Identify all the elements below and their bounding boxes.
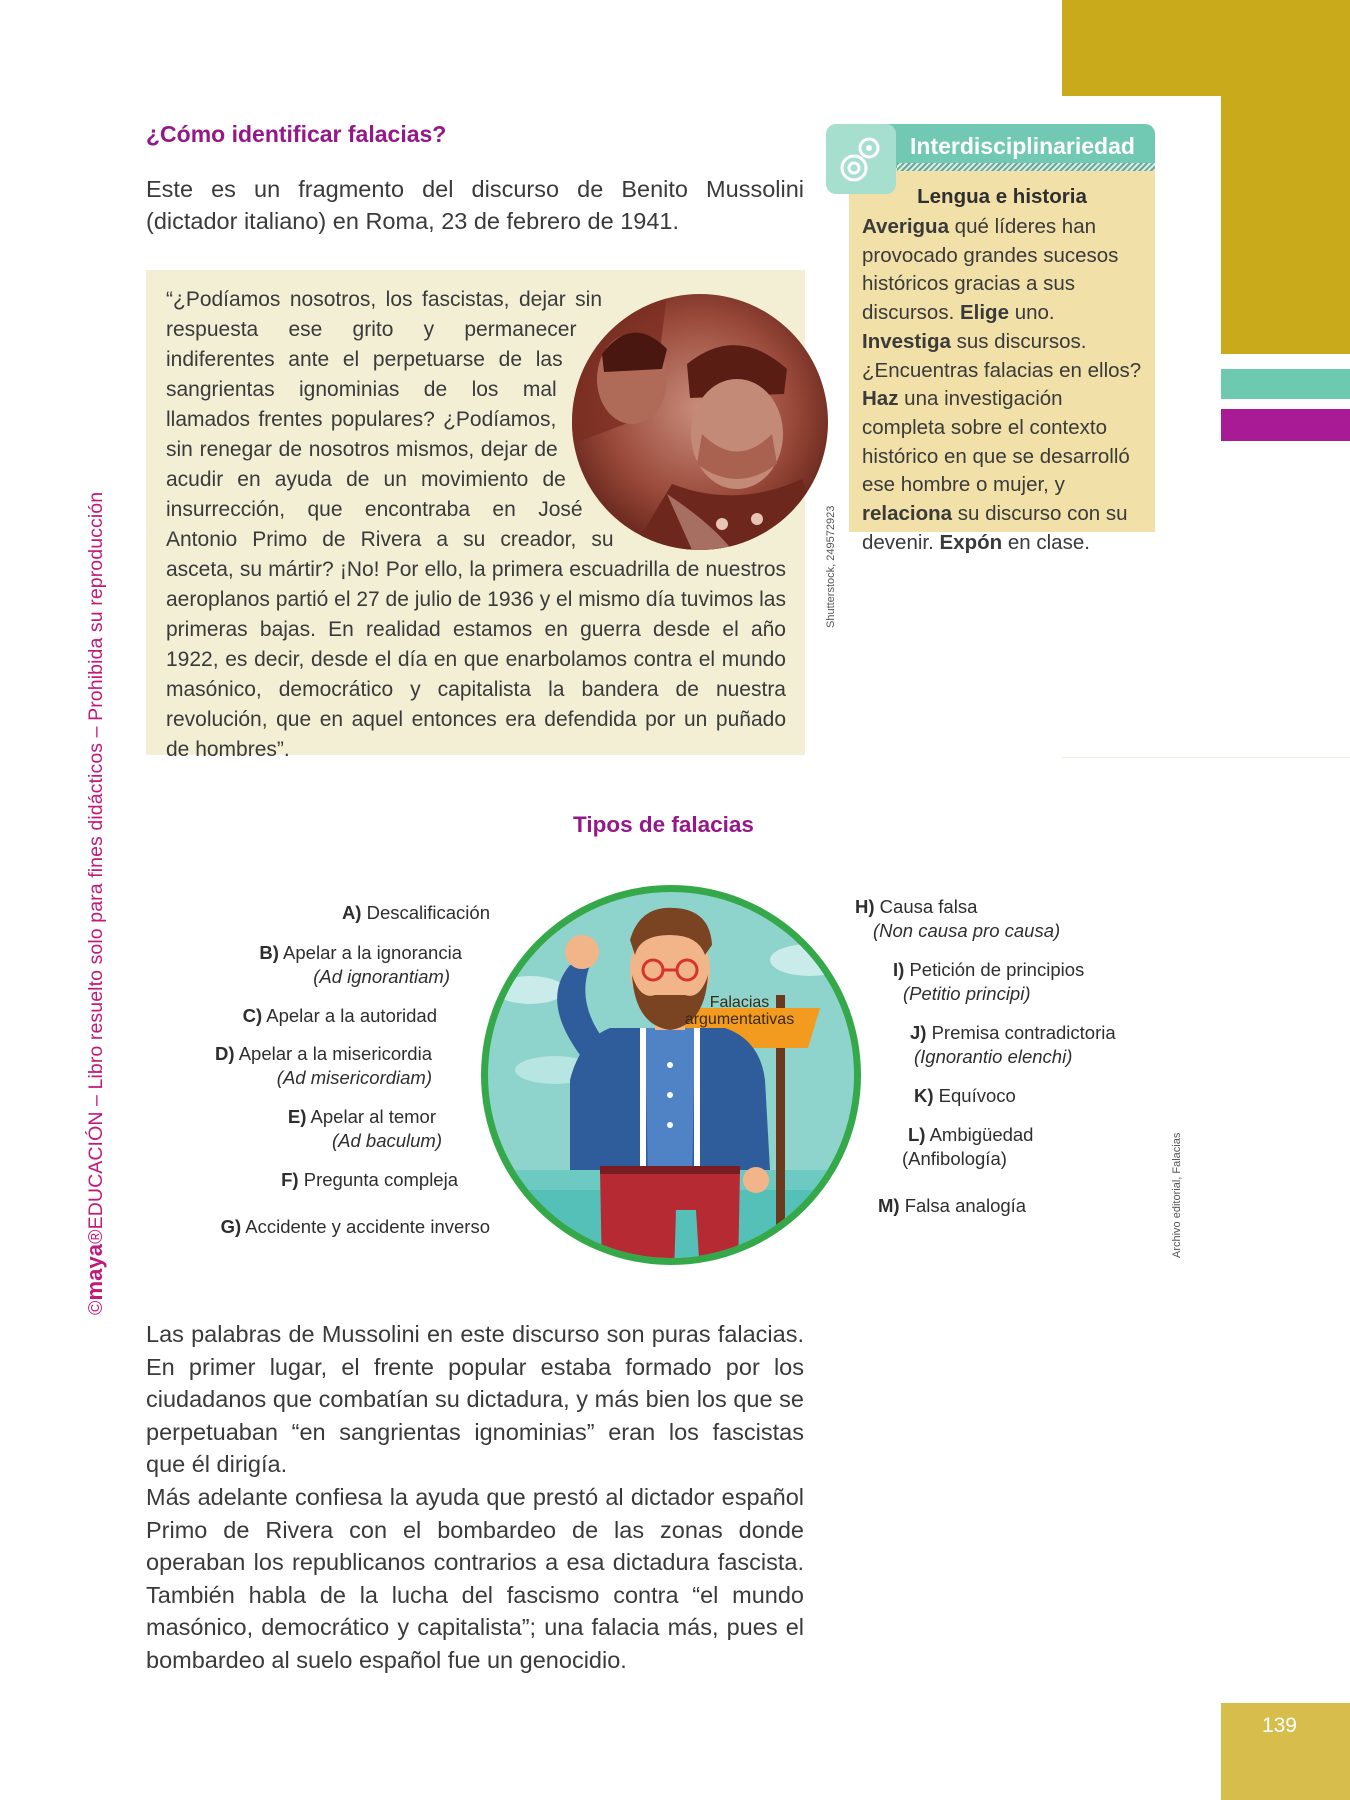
mussolini-photo <box>572 294 828 550</box>
fallacy-name: Petición de principios <box>909 959 1085 980</box>
copyright-text: EDUCACIÓN – Libro resuelto solo para fines didácticos – Prohibida su reproducción <box>85 491 107 1230</box>
fallacy-key: E) <box>287 1106 307 1127</box>
fallacy-i <box>893 958 1084 1006</box>
fallacy-k <box>914 1084 1016 1108</box>
interdisciplinary-subtitle: Lengua e historia <box>917 185 1087 208</box>
brand-name: maya <box>82 1243 107 1301</box>
fallacy-name: Causa falsa <box>879 896 978 917</box>
text-run: Haz <box>862 387 899 411</box>
copyright-symbol: © <box>85 1300 107 1315</box>
page-number: 139 <box>1261 1714 1297 1737</box>
text-run: uno. <box>1014 301 1055 325</box>
fallacy-name: Falsa analogía <box>904 1195 1027 1216</box>
interdisciplinary-title: Interdisciplinariedad <box>910 133 1135 159</box>
text-run: Investiga <box>862 329 951 353</box>
fallacy-name: Pregunta compleja <box>303 1169 458 1190</box>
fallacy-latin: (Anfibología) <box>902 1148 1007 1169</box>
fallacy-key: D) <box>215 1043 235 1064</box>
fallacy-key: F) <box>281 1169 299 1190</box>
interdisciplinary-text <box>862 213 1148 557</box>
fallacies-illustration <box>460 880 882 1270</box>
fallacy-name: Ambigüedad <box>929 1124 1034 1145</box>
fallacy-name: Descalificación <box>366 902 490 923</box>
registered-mark: ® <box>85 1229 107 1244</box>
text-run: en clase. <box>1007 530 1090 554</box>
text-run: su discurso con su devenir. <box>862 502 1128 554</box>
fallacy-key: K) <box>914 1085 934 1106</box>
fallacy-name: Apelar al temor <box>310 1106 436 1127</box>
fallacy-latin: (Petitio principi) <box>903 983 1031 1004</box>
fallacy-f <box>220 1168 458 1192</box>
fallacy-h <box>855 895 1060 943</box>
fallacy-name: Apelar a la autoridad <box>266 1005 437 1026</box>
decorative-stripe-gold <box>1221 96 1350 354</box>
copyright-notice <box>82 492 108 1315</box>
section-title: ¿Cómo identificar falacias? <box>146 121 447 147</box>
decorative-stripe-teal <box>1221 369 1350 399</box>
fallacy-j <box>910 1021 1116 1069</box>
text-run: Expón <box>939 530 1003 554</box>
photo-credit: Shutterstock, 249572923 <box>825 505 837 628</box>
sign-text <box>657 994 822 1028</box>
sign-line: argumentativas <box>684 1011 795 1028</box>
body-paragraph-1: Las palabras de Mussolini en este discurso son puras falacias. En primer lugar, el frente popular estaba formado por los ciudadanos que combatían su dictadura, y más bien los que se perpetuaban “en sangrientas ignominias” eran los fascistas que él dirigía. <box>146 1321 804 1477</box>
figure-credit: Archivo editorial, Falacias <box>1171 1132 1183 1258</box>
fallacy-e <box>220 1105 442 1153</box>
fallacy-key: C) <box>242 1005 263 1026</box>
fallacy-c <box>200 1004 437 1028</box>
quote-content: “¿Podíamos nosotros, los fascistas, dejar sin respuesta ese grito y permanecer indiferentes ante el perpetuarse de las sangrientas ignominias de los mal llamados frentes populares? ¿Podíamos, sin renegar de nosotros mismos, dejar de acudir en ayuda de un movimiento de insurrección, que encontraba en José Antonio Primo de Rivera a su creador, su asceta, su mártir? ¡No! Por ello, la primera escuadrilla de nuestros aeroplanos partió el 27 de julio de 1936 y el mismo día tuvimos las primeras bajas. En realidad estamos en guerra desde el año 1922, es decir, desde el día en que enarbolamos contra el mundo masónico, democrático y capitalista la bandera de nuestra revolución, que en aquel entonces era defendida por un puñado de hombres”. <box>166 288 786 761</box>
fallacy-key: B) <box>259 942 279 963</box>
fallacy-key: H) <box>855 896 875 917</box>
fallacy-d <box>160 1042 432 1090</box>
text-run: relaciona <box>862 502 953 526</box>
text-run: Averigua <box>862 215 949 238</box>
fallacy-key: G) <box>220 1216 242 1237</box>
divider <box>1062 757 1350 758</box>
decorative-stripe-top <box>1062 0 1350 96</box>
text-run: qué líderes han provocado grandes sucesos históricos gracias a sus discursos. <box>862 215 1119 325</box>
target-icon <box>826 124 896 194</box>
fallacy-name: Equívoco <box>938 1085 1016 1106</box>
fallacy-key: M) <box>878 1195 900 1216</box>
fallacy-latin: (Ignorantio elenchi) <box>914 1046 1073 1067</box>
text-run: Elige <box>959 301 1009 325</box>
fallacy-key: J) <box>910 1022 927 1043</box>
fallacy-name: Accidente y accidente inverso <box>245 1216 490 1237</box>
diagram-title: Tipos de falacias <box>573 812 754 837</box>
fallacy-b <box>200 941 462 989</box>
text-run: sus discursos. ¿Encuentras falacias en ellos? <box>862 329 1142 382</box>
decorative-stripe-magenta <box>1221 409 1350 441</box>
fallacy-g <box>160 1215 490 1239</box>
fallacy-name: Apelar a la misericordia <box>238 1043 432 1064</box>
fallacy-latin: (Non causa pro causa) <box>873 920 1061 941</box>
sign-line: Falacias <box>709 994 770 1011</box>
intro-paragraph: Este es un fragmento del discurso de Benito Mussolini (dictador italiano) en Roma, 23 de febrero de 1941. <box>146 176 804 234</box>
fallacy-a <box>260 901 490 925</box>
fallacy-name: Premisa contradictoria <box>931 1022 1116 1043</box>
fallacy-l <box>902 1123 1033 1171</box>
fallacy-key: A) <box>341 902 362 923</box>
body-paragraph-2: Más adelante confiesa la ayuda que prestó al dictador español Primo de Rivera con el bombardeo de las zonas donde operaban los republicanos contrarios a esa dictadura fascista. También habla de la lucha del fascismo contra “el mundo masónico, democrático y capitalista”; una falacia más, pues el bombardeo al suelo español fue un genocidio. <box>146 1484 804 1673</box>
fallacy-latin: (Ad ignorantiam) <box>313 966 450 987</box>
fallacy-latin: (Ad baculum) <box>331 1130 442 1151</box>
header-hatch <box>897 163 1155 171</box>
fallacy-key: L) <box>908 1124 926 1145</box>
fallacy-m <box>878 1194 1026 1218</box>
fallacy-name: Apelar a la ignorancia <box>283 942 462 963</box>
fallacy-key: I) <box>893 959 905 980</box>
text-run: una investigación completa sobre el contexto histórico en que se desarrolló ese hombre o mujer, y <box>862 387 1130 497</box>
fallacy-latin: (Ad misericordiam) <box>276 1067 432 1088</box>
